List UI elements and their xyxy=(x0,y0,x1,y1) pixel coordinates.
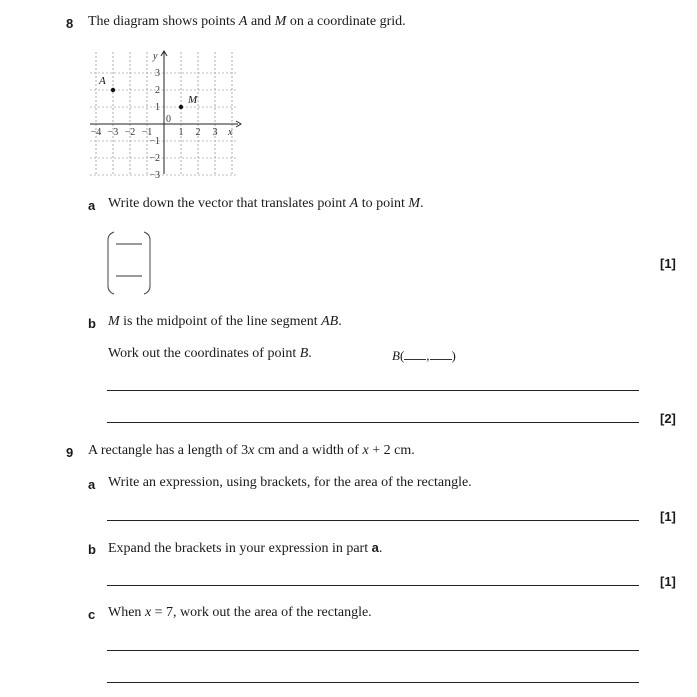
right-bracket xyxy=(144,232,150,294)
answer-line-9a[interactable] xyxy=(107,520,639,521)
var-b: B xyxy=(392,348,400,363)
answer-line-9b[interactable] xyxy=(107,585,639,586)
text: . xyxy=(338,314,342,329)
b-y-blank[interactable] xyxy=(430,347,452,360)
part-9c-question xyxy=(108,605,372,621)
x-tick-label: 1 xyxy=(178,127,184,138)
x-tick-label: −1 xyxy=(141,127,153,138)
text: = 7, work out the area of the rectangle. xyxy=(151,605,372,620)
part-9b-letter: b xyxy=(88,542,96,557)
text: A rectangle has a length of 3 xyxy=(88,443,249,458)
text: cm and a width of xyxy=(254,443,363,458)
text: to point xyxy=(358,196,409,211)
point-m xyxy=(179,105,183,109)
answer-line-9c-1[interactable] xyxy=(107,650,639,651)
marks-9b: [1] xyxy=(660,574,676,589)
var-a: A xyxy=(238,14,248,29)
y-axis-label: y xyxy=(153,51,158,62)
answer-line-8b-1[interactable] xyxy=(107,390,639,391)
x-tick-label: −2 xyxy=(124,127,136,138)
grid-lines xyxy=(90,52,236,175)
var-b: B xyxy=(299,346,309,361)
b-x-blank[interactable] xyxy=(404,347,426,360)
marks-9a: [1] xyxy=(660,509,676,524)
answer-line-8b-2[interactable] xyxy=(107,422,639,423)
var-ab: AB xyxy=(321,314,339,329)
origin-label: 0 xyxy=(166,114,171,125)
var-x: x xyxy=(144,605,152,620)
y-tick-label: 3 xyxy=(155,68,160,79)
var-a: A xyxy=(349,196,359,211)
part-9c-letter: c xyxy=(88,607,96,622)
stem-text: The diagram shows points xyxy=(88,14,239,29)
y-tick-label: 2 xyxy=(155,85,160,96)
y-tick-label: −1 xyxy=(149,136,160,147)
x-tick-label: −4 xyxy=(90,127,102,138)
open-paren: ( xyxy=(399,348,405,363)
question-9-stem xyxy=(88,443,415,459)
y-tick-label: 1 xyxy=(155,102,160,113)
stem-text: on a coordinate grid. xyxy=(286,14,406,29)
var-m: M xyxy=(408,196,421,211)
marks-8a: [1] xyxy=(660,256,676,271)
left-bracket xyxy=(108,232,114,294)
stem-text: and xyxy=(247,14,275,29)
point-label-a: A xyxy=(99,75,106,87)
text: When xyxy=(108,605,145,620)
close-paren: ) xyxy=(451,348,456,363)
var-x: x xyxy=(248,443,255,458)
y-tick-label: −2 xyxy=(149,153,160,164)
y-tick-label: −3 xyxy=(149,170,160,178)
part-9a-question: Write an expression, using brackets, for the area of the rectangle. xyxy=(108,475,472,490)
x-tick-label: 2 xyxy=(195,127,201,138)
coordinate-grid xyxy=(86,50,246,178)
question-number-9: 9 xyxy=(66,445,74,460)
part-9b-question xyxy=(108,540,382,557)
answer-line-9c-2[interactable] xyxy=(107,682,639,683)
x-tick-label: 3 xyxy=(212,127,218,138)
text: Expand the brackets in your expression in part xyxy=(108,541,372,556)
part-b-letter: b xyxy=(88,316,96,331)
question-number-8: 8 xyxy=(66,16,74,31)
comma: , xyxy=(426,348,430,363)
part-a-letter: a xyxy=(88,198,96,213)
x-axis-label: x xyxy=(228,127,233,138)
vector-answer-box xyxy=(106,228,154,298)
question-8-stem xyxy=(88,14,406,30)
var-x: x xyxy=(362,443,369,458)
text: . xyxy=(420,196,424,211)
text: is the midpoint of the line segment xyxy=(119,314,322,329)
part-ref: a xyxy=(371,540,379,555)
text: . xyxy=(308,346,312,361)
text: Work out the coordinates of point xyxy=(108,346,300,361)
part-b-question xyxy=(108,314,342,330)
marks-8b: [2] xyxy=(660,411,676,426)
part-9a-letter: a xyxy=(88,477,96,492)
point-label-m: M xyxy=(188,94,198,106)
text: Write down the vector that translates point xyxy=(108,196,350,211)
x-tick-label: −3 xyxy=(107,127,119,138)
point-b-answer xyxy=(392,347,456,364)
tick-labels xyxy=(91,51,233,178)
part-a-question xyxy=(108,196,424,212)
part-b-work-prompt xyxy=(108,346,312,362)
var-m: M xyxy=(274,14,287,29)
var-m: M xyxy=(108,314,120,329)
point-a xyxy=(111,88,115,92)
text: + 2 cm. xyxy=(368,443,415,458)
text: . xyxy=(378,541,383,556)
